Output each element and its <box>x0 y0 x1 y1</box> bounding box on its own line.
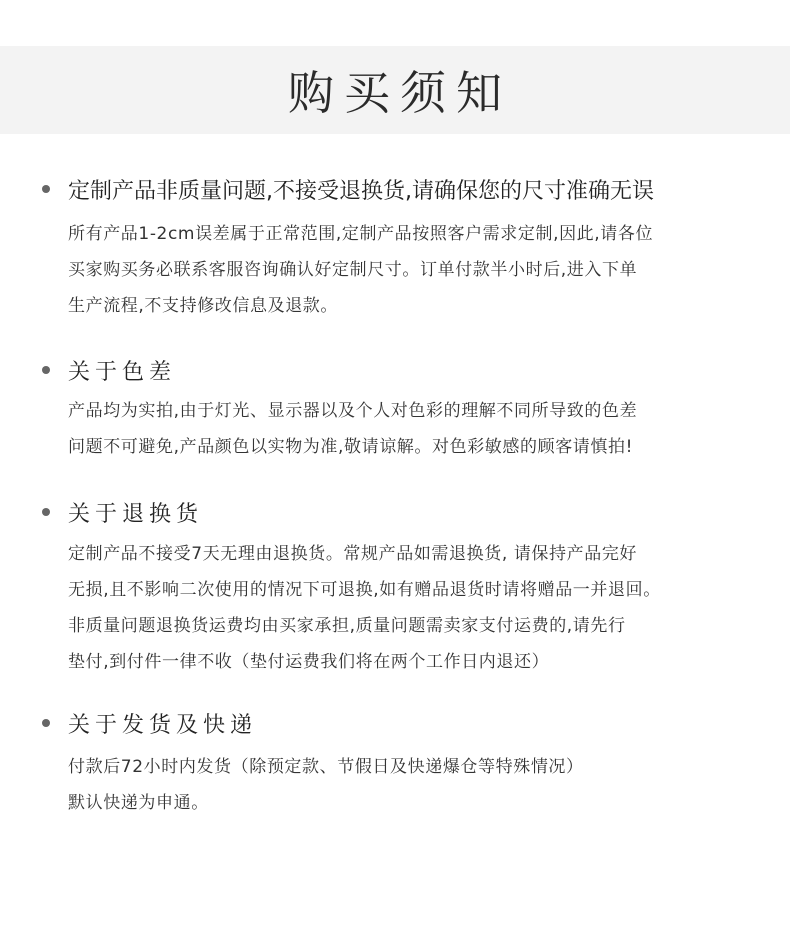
paragraph-line: 定制产品不接受7天无理由退换货。常规产品如需退换货, 请保持产品完好 <box>68 544 638 564</box>
paragraph-line: 垫付,到付件一律不收（垫付运费我们将在两个工作日内退还） <box>68 652 550 672</box>
section-heading-shipping <box>42 708 257 738</box>
bullet-dot-icon <box>42 366 50 374</box>
section-title: 关于退换货 <box>68 501 204 527</box>
paragraph-line: 买家购买务必联系客服咨询确认好定制尺寸。订单付款半小时后,进入下单 <box>68 260 638 280</box>
paragraph-line: 生产流程,不支持修改信息及退款。 <box>68 296 339 316</box>
paragraph-line: 付款后72小时内发货（除预定款、节假日及快递爆仓等特殊情况） <box>68 757 584 777</box>
paragraph-line: 无损,且不影响二次使用的情况下可退换,如有赠品退货时请将赠品一并退回。 <box>68 580 661 600</box>
header-banner <box>0 46 790 134</box>
section-title: 关于发货及快递 <box>68 712 258 738</box>
paragraph-line: 产品均为实拍,由于灯光、显示器以及个人对色彩的理解不同所导致的色差 <box>68 401 638 421</box>
section-heading-custom-products <box>42 174 654 204</box>
bullet-dot-icon <box>42 185 50 193</box>
bullet-dot-icon <box>42 508 50 516</box>
paragraph-line: 问题不可避免,产品颜色以实物为准,敬请谅解。对色彩敏感的顾客请慎拍! <box>68 437 634 457</box>
paragraph-line: 默认快递为申通。 <box>68 793 209 813</box>
section-heading-color-difference <box>42 355 176 385</box>
paragraph-line: 所有产品1-2cm误差属于正常范围,定制产品按照客户需求定制,因此,请各位 <box>68 224 654 244</box>
bullet-dot-icon <box>42 719 50 727</box>
section-title: 定制产品非质量问题,不接受退换货,请确保您的尺寸准确无误 <box>68 178 654 204</box>
paragraph-line: 非质量问题退换货运费均由买家承担,质量问题需卖家支付运费的,请先行 <box>68 616 626 636</box>
section-heading-returns <box>42 497 203 527</box>
section-title: 关于色差 <box>68 359 177 385</box>
page-title: 购买须知 <box>288 66 512 120</box>
